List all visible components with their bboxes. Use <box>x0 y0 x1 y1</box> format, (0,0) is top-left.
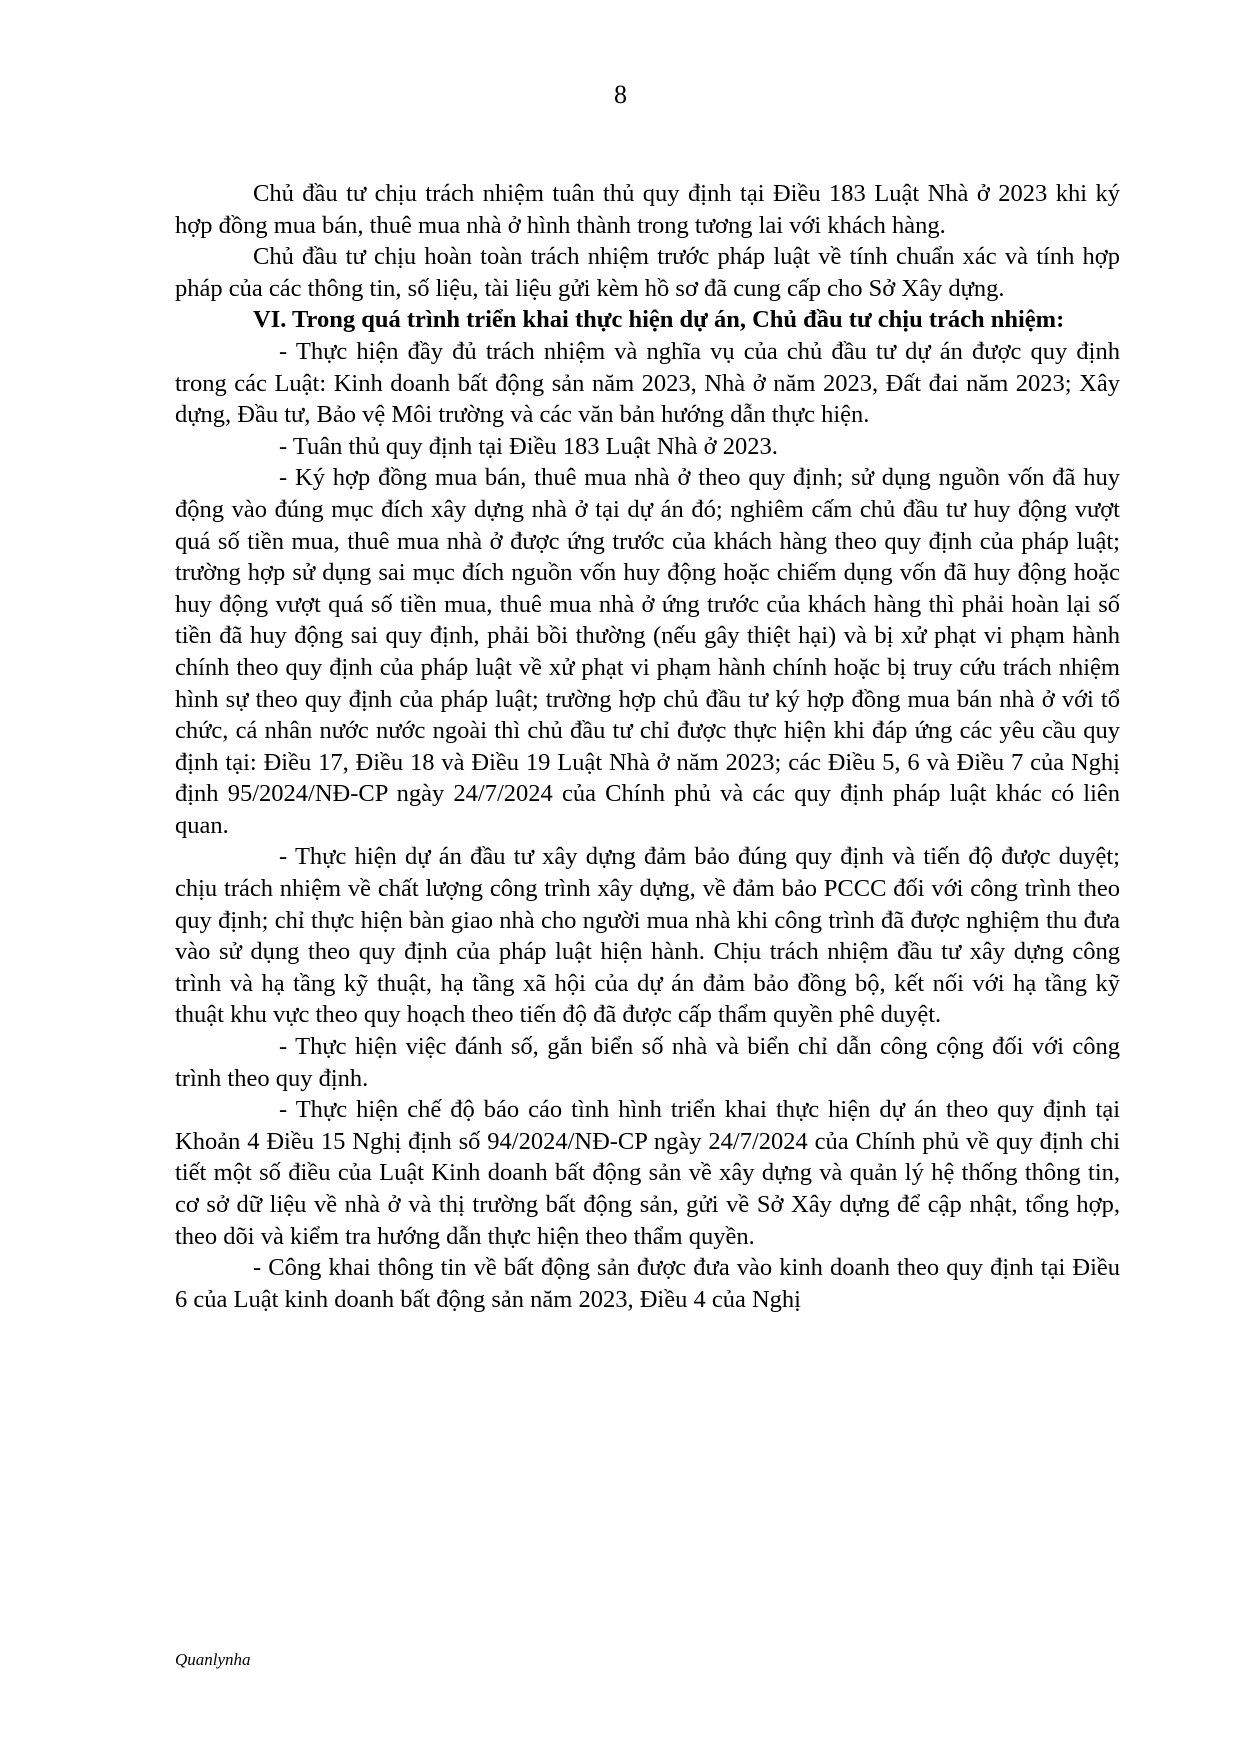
list-item-contracts: - Ký hợp đồng mua bán, thuê mua nhà ở theo quy định; sử dụng nguồn vốn đã huy động vào đúng mục đích xây dựng nhà ở tại dự án đó; nghiêm cấm chủ đầu tư huy động vượt quá số tiền mua, thuê mua nhà ở được ứng trước của khách hàng theo quy định của pháp luật; trường hợp sử dụng sai mục đích nguồn vốn huy động hoặc chiếm dụng vốn đã huy động hoặc huy động vượt quá số tiền mua, thuê mua nhà ở ứng trước của khách hàng thì phải hoàn lại số tiền đã huy động sai quy định, phải bồi thường (nếu gây thiệt hại) và bị xử phạt vi phạm hành chính theo quy định của pháp luật về xử phạt vi phạm hành chính hoặc bị truy cứu trách nhiệm hình sự theo quy định của pháp luật; trường hợp chủ đầu tư ký hợp đồng mua bán nhà ở với tổ chức, cá nhân nước nước ngoài thì chủ đầu tư chỉ được thực hiện khi đáp ứng các yêu cầu quy định tại: Điều 17, Điều 18 và Điều 19 Luật Nhà ở năm 2023; các Điều 5, 6 và Điều 7 của Nghị định 95/2024/NĐ-CP ngày 24/7/2024 của Chính phủ và các quy định pháp luật khác có liên quan. <box>175 464 1120 839</box>
list-item-reporting: - Thực hiện chế độ báo cáo tình hình triển khai thực hiện dự án theo quy định tại Khoản 4 Điều 15 Nghị định số 94/2024/NĐ-CP ngày 24/7/2024 của Chính phủ về quy định chi tiết một số điều của Luật Kinh doanh bất động sản về xây dựng và quản lý hệ thống thông tin, cơ sở dữ liệu về nhà ở và thị trường bất động sản, gửi về Sở Xây dựng để cập nhật, tổng hợp, theo dõi và kiểm tra hướng dẫn thực hiện theo thẩm quyền. <box>175 1096 1120 1250</box>
list-item-article-183: - Tuân thủ quy định tại Điều 183 Luật Nhà ở 2023. <box>279 432 778 460</box>
list-item-disclosure: - Công khai thông tin về bất động sản được đưa vào kinh doanh theo quy định tại Điều 6 của Luật kinh doanh bất động sản năm 2023, Điều 4 của Nghị <box>175 1254 1120 1313</box>
list-item-house-numbering: - Thực hiện việc đánh số, gắn biển số nhà và biển chỉ dẫn công cộng đối với công trình theo quy định. <box>175 1033 1120 1092</box>
document-body <box>175 178 1120 1315</box>
footer-label: Quanlynha <box>175 1650 251 1669</box>
page-number: 8 <box>614 80 627 109</box>
list-item-obligations: - Thực hiện đầy đủ trách nhiệm và nghĩa vụ của chủ đầu tư dự án được quy định trong các Luật: Kinh doanh bất động sản năm 2023, Nhà ở năm 2023, Đất đai năm 2023; Xây dựng, Đầu tư, Bảo vệ Môi trường và các văn bản hướng dẫn thực hiện. <box>175 337 1120 429</box>
paragraph-compliance: Chủ đầu tư chịu trách nhiệm tuân thủ quy định tại Điều 183 Luật Nhà ở 2023 khi ký hợp đồng mua bán, thuê mua nhà ở hình thành trong tương lai với khách hàng. <box>175 180 1120 239</box>
paragraph-legal-responsibility: Chủ đầu tư chịu hoàn toàn trách nhiệm trước pháp luật về tính chuẩn xác và tính hợp pháp của các thông tin, số liệu, tài liệu gửi kèm hồ sơ đã cung cấp cho Sở Xây dựng. <box>175 243 1120 302</box>
list-item-construction: - Thực hiện dự án đầu tư xây dựng đảm bảo đúng quy định và tiến độ được duyệt; chịu trách nhiệm về chất lượng công trình xây dựng, về đảm bảo PCCC đối với công trình theo quy định; chỉ thực hiện bàn giao nhà cho người mua nhà khi công trình đã được nghiệm thu đưa vào sử dụng theo quy định của pháp luật hiện hành. Chịu trách nhiệm đầu tư xây dựng công trình và hạ tầng kỹ thuật, hạ tầng xã hội của dự án đảm bảo đồng bộ, kết nối với hạ tầng kỹ thuật khu vực theo quy hoạch theo tiến độ đã được cấp thẩm quyền phê duyệt. <box>175 843 1120 1029</box>
section-heading-vi: VI. Trong quá trình triển khai thực hiện dự án, Chủ đầu tư chịu trách nhiệm: <box>253 306 1065 334</box>
